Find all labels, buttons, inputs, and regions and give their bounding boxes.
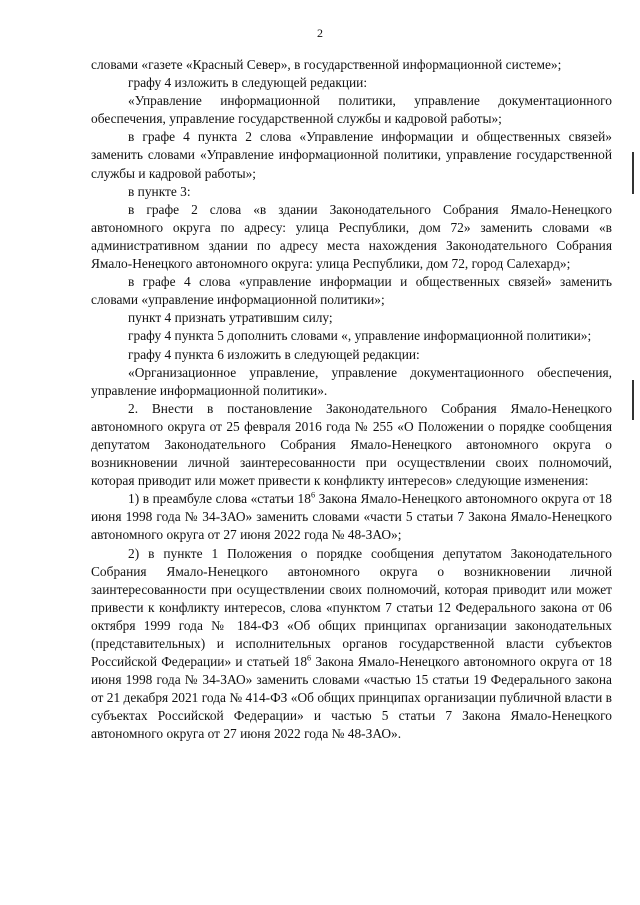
- paragraph: графу 4 пункта 5 дополнить словами «, управление информационной политики»;: [128, 328, 592, 344]
- paragraph: в графе 2 слова «в здании Законодательного Собрания Ямало-Ненецкого автономного округа по адресу: улица Республики, дом 72» заменить словами «в административном здании по адресу места нахождения Законодательного Собрания Ямало-Ненецкого автономного округа: улица Республики, дом 72, город Салехард»;: [91, 201, 612, 272]
- document-body: [91, 56, 612, 744]
- paragraph: «Управление информационной политики, управление документационного обеспечения, управление государственной службы и кадровой работы»;: [91, 93, 612, 127]
- paragraph-text: 1) в преамбуле слова «статьи 18: [128, 491, 311, 507]
- superscript: 6: [310, 490, 316, 500]
- paragraph: графу 4 пункта 6 изложить в следующей редакции:: [128, 346, 420, 362]
- paragraph-text: 2) в пункте 1 Положения о порядке сообщения депутатом Законодательного Собрания Ямало-Ненецкого автономного округа о возникновении личной заинтересованности при осуществлении своих полномочий, которая приводит или может привести к конфликту интересов, слова «пунктом 7 статьи 12 Федерального закона от 06 октября 1999 года № 184-ФЗ «Об общих принципах организации законодательных (представительных) и исполнительных органов государственной власти субъектов Российской Федерации» и статьей 18: [91, 545, 612, 670]
- paragraph-text: Закона Ямало-Ненецкого автономного округа от 18 июня 1998 года № 34-ЗАО» заменить словами «частью 15 статьи 19 Федерального закона от 21 декабря 2021 года № 414-ФЗ «Об общих принципах организации публичной власти в субъектах Российской Федерации» и частью 5 статьи 7 Закона Ямало-Ненецкого автономного округа от 27 июня 2022 года № 48-ЗАО».: [91, 654, 612, 742]
- paragraph: пункт 4 признать утратившим силу;: [128, 310, 333, 326]
- paragraph: словами «газете «Красный Север», в государственной информационной системе»;: [91, 57, 562, 72]
- paragraph: в пункте 3:: [128, 183, 191, 199]
- margin-mark: [632, 152, 634, 194]
- paragraph-text: Закона Ямало-Ненецкого автономного округа от 18 июня 1998 года № 34-ЗАО» заменить словами «части 5 статьи 7 Закона Ямало-Ненецкого автономного округа от 27 июня 2022 года № 48-ЗАО»;: [91, 491, 612, 543]
- paragraph: в графе 4 пункта 2 слова «Управление информации и общественных связей» заменить словами «Управление информационной политики, управление государственной службы и кадровой работы»;: [91, 129, 612, 181]
- paragraph: в графе 4 слова «управление информации и общественных связей» заменить словами «управление информационной политики»;: [91, 274, 612, 308]
- paragraph-preamble-change: [91, 490, 612, 544]
- superscript: 6: [307, 653, 312, 663]
- paragraph: «Организационное управление, управление документационного обеспечения, управление информационной политики».: [91, 364, 612, 398]
- paragraph-clause-change: [91, 545, 612, 744]
- paragraph: 2. Внести в постановление Законодательного Собрания Ямало-Ненецкого автономного округа от 25 февраля 2016 года № 255 «О Положении о порядке сообщения депутатом Законодательного Собрания Ямало-Ненецкого автономного округа о возникновении личной заинтересованности при осуществлении своих полномочий, которая приводит или может привести к конфликту интересов» следующие изменения:: [91, 400, 612, 489]
- page-number: 2: [317, 26, 323, 40]
- paragraph: графу 4 изложить в следующей редакции:: [128, 75, 368, 91]
- margin-mark: [632, 380, 634, 420]
